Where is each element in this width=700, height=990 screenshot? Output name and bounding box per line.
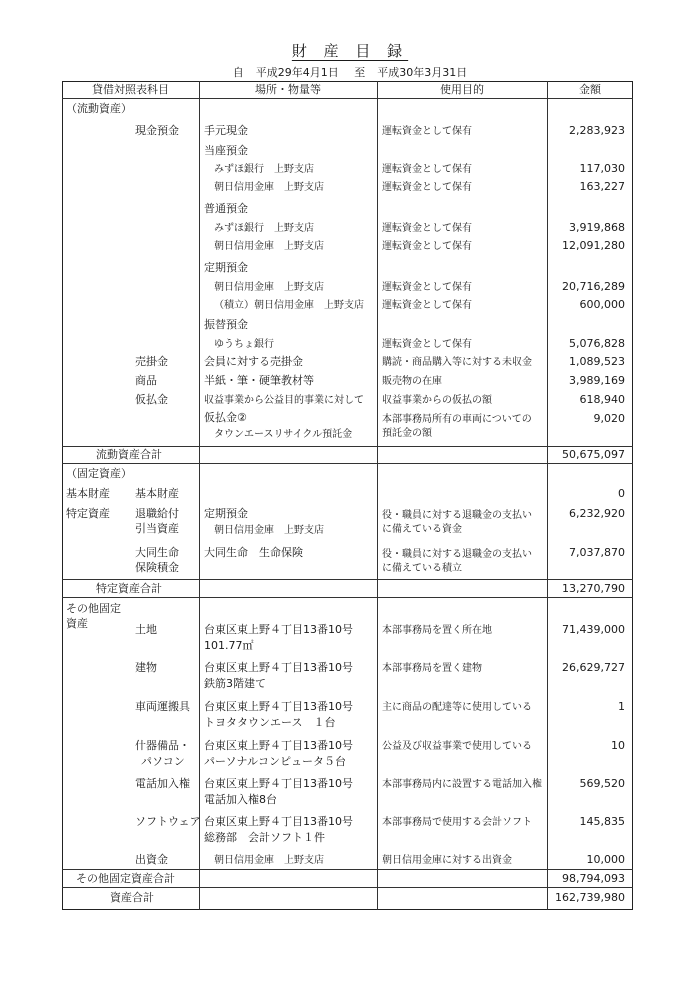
land-amount: 71,439,000 xyxy=(562,623,625,636)
col-divider-purpose xyxy=(377,81,378,910)
col-divider-location xyxy=(199,81,200,910)
cash-account: 現金預金 xyxy=(135,124,179,137)
receivable-account: 売掛金 xyxy=(135,355,168,368)
retire-use2: に備えている資金 xyxy=(382,524,462,535)
goods-account: 商品 xyxy=(135,374,157,387)
goods-loc: 半紙・筆・硬筆教材等 xyxy=(204,374,314,387)
receivable-use: 購読・商品購入等に対する未収金 xyxy=(382,357,532,368)
phone-account: 電話加入権 xyxy=(135,777,190,790)
fixtures-account1: 什器備品・ xyxy=(135,739,190,752)
receivable-loc: 会員に対する売掛金 xyxy=(204,355,303,368)
retire-sub1: 退職給付 xyxy=(135,507,179,520)
suspense2-use1: 本部事務局所有の車両についての xyxy=(382,414,532,425)
software-use: 本部事務局で使用する会計ソフト xyxy=(382,817,532,828)
fixed-deposit-label: 定期預金 xyxy=(204,261,248,274)
fixed1-loc: 朝日信用金庫 上野支店 xyxy=(214,282,324,293)
software-loc1: 台東区東上野４丁目13番10号 xyxy=(204,815,353,828)
other-total-amount: 98,794,093 xyxy=(562,872,625,885)
checking1-loc: みずほ銀行 上野支店 xyxy=(214,164,314,175)
checking2-amount: 163,227 xyxy=(579,180,625,193)
land-use: 本部事務局を置く所在地 xyxy=(382,625,492,636)
phone-loc1: 台東区東上野４丁目13番10号 xyxy=(204,777,353,790)
fixed-section-label: （固定資産） xyxy=(66,467,132,480)
investment-amount: 10,000 xyxy=(586,853,625,866)
ordinary2-use: 運転資金として保有 xyxy=(382,241,472,252)
current-total-top xyxy=(62,446,633,447)
header-location: 場所・物量等 xyxy=(255,83,321,96)
land-loc1: 台東区東上野４丁目13番10号 xyxy=(204,623,353,636)
phone-loc2: 電話加入権8台 xyxy=(204,793,277,806)
ordinary2-loc: 朝日信用金庫 上野支店 xyxy=(214,241,324,252)
suspense2-loc2: タウンエースリサイクル預託金 xyxy=(214,429,353,440)
period-to: 平成30年3月31日 xyxy=(377,66,468,79)
specific-account: 特定資産 xyxy=(66,507,110,520)
current-total-amount: 50,675,097 xyxy=(562,448,625,461)
suspense-loc: 収益事業から公益目的事業に対して xyxy=(204,395,364,406)
retire-use1: 役・職員に対する退職金の支払い xyxy=(382,510,532,521)
cash-on-hand-amount: 2,283,923 xyxy=(569,124,625,137)
period-to-label: 至 xyxy=(354,66,366,79)
ordinary-label: 普通預金 xyxy=(204,202,248,215)
header-divider xyxy=(62,98,633,99)
checking1-use: 運転資金として保有 xyxy=(382,164,472,175)
grand-total-label: 資産合計 xyxy=(110,891,154,904)
checking-label: 当座預金 xyxy=(204,144,248,157)
suspense2-use2: 預託金の額 xyxy=(382,428,432,439)
fixed1-amount: 20,716,289 xyxy=(562,280,625,293)
transfer-label: 振替預金 xyxy=(204,318,248,331)
investment-use: 朝日信用金庫に対する出資金 xyxy=(382,855,512,866)
suspense-account: 仮払金 xyxy=(135,393,168,406)
life-use2: に備えている積立 xyxy=(382,563,462,574)
specific-total-label: 特定資産合計 xyxy=(96,582,162,595)
ordinary1-amount: 3,919,868 xyxy=(569,221,625,234)
cash-on-hand-loc: 手元現金 xyxy=(204,124,248,137)
fixtures-loc2: パーソナルコンピュータ５台 xyxy=(204,755,347,768)
building-loc1: 台東区東上野４丁目13番10号 xyxy=(204,661,353,674)
suspense2-amount: 9,020 xyxy=(593,412,625,425)
software-loc2: 総務部 会計ソフト１件 xyxy=(204,831,325,844)
life-amount: 7,037,870 xyxy=(569,546,625,559)
fixtures-amount: 10 xyxy=(611,739,625,752)
grand-total-amount: 162,739,980 xyxy=(555,891,625,904)
other-total-bottom xyxy=(62,887,633,888)
checking1-amount: 117,030 xyxy=(579,162,625,175)
document-title: 財 産 目 録 xyxy=(291,42,409,60)
fixed2-amount: 600,000 xyxy=(579,298,625,311)
building-use: 本部事務局を置く建物 xyxy=(382,663,482,674)
life-use1: 役・職員に対する退職金の支払い xyxy=(382,549,532,560)
receivable-amount: 1,089,523 xyxy=(569,355,625,368)
goods-use: 販売物の在庫 xyxy=(382,376,442,387)
investment-loc: 朝日信用金庫 上野支店 xyxy=(214,855,324,866)
other-total-label: その他固定資産合計 xyxy=(76,872,175,885)
retire-loc2: 朝日信用金庫 上野支店 xyxy=(214,525,324,536)
vehicle-loc2: トヨタタウンエース １台 xyxy=(204,716,336,729)
retire-sub2: 引当資産 xyxy=(135,522,179,535)
specific-total-amount: 13,270,790 xyxy=(562,582,625,595)
period-line xyxy=(0,64,700,80)
specific-total-bottom xyxy=(62,597,633,598)
header-purpose: 使用目的 xyxy=(440,83,484,96)
land-loc2: 101.77㎡ xyxy=(204,639,254,652)
phone-amount: 569,520 xyxy=(579,777,625,790)
building-amount: 26,629,727 xyxy=(562,661,625,674)
goods-amount: 3,989,169 xyxy=(569,374,625,387)
current-total-label: 流動資産合計 xyxy=(96,448,162,461)
retire-amount: 6,232,920 xyxy=(569,507,625,520)
fixtures-loc1: 台東区東上野４丁目13番10号 xyxy=(204,739,353,752)
land-account: 土地 xyxy=(135,623,157,636)
retire-loc1: 定期預金 xyxy=(204,507,248,520)
basic-amount: 0 xyxy=(618,487,625,500)
current-total-bottom xyxy=(62,463,633,464)
transfer1-amount: 5,076,828 xyxy=(569,337,625,350)
suspense-amount: 618,940 xyxy=(579,393,625,406)
vehicle-use: 主に商品の配達等に使用している xyxy=(382,702,532,713)
transfer1-loc: ゆうちょ銀行 xyxy=(214,339,274,350)
suspense-use: 収益事業からの仮払の額 xyxy=(382,395,492,406)
current-section-label: （流動資産） xyxy=(66,102,132,115)
period-from: 平成29年4月1日 xyxy=(255,66,339,79)
ordinary1-loc: みずほ銀行 上野支店 xyxy=(214,223,314,234)
vehicle-account: 車両運搬具 xyxy=(135,700,190,713)
fixed1-use: 運転資金として保有 xyxy=(382,282,472,293)
fixtures-account2: パソコン xyxy=(141,755,185,768)
other-total-top xyxy=(62,869,633,870)
ordinary1-use: 運転資金として保有 xyxy=(382,223,472,234)
investment-account: 出資金 xyxy=(135,853,168,866)
checking2-use: 運転資金として保有 xyxy=(382,182,472,193)
header-account: 貸借対照表科目 xyxy=(92,83,169,96)
life-sub2: 保険積金 xyxy=(135,561,179,574)
suspense2-loc1: 仮払金② xyxy=(204,411,247,424)
period-from-label: 自 xyxy=(232,66,244,79)
cash-on-hand-use: 運転資金として保有 xyxy=(382,126,472,137)
vehicle-loc1: 台東区東上野４丁目13番10号 xyxy=(204,700,353,713)
other-section-label2: 資産 xyxy=(66,617,88,630)
software-amount: 145,835 xyxy=(579,815,625,828)
transfer1-use: 運転資金として保有 xyxy=(382,339,472,350)
other-section-label1: その他固定 xyxy=(66,602,121,615)
fixtures-use: 公益及び収益事業で使用している xyxy=(382,741,532,752)
life-loc: 大同生命 生命保険 xyxy=(204,546,303,559)
basic-sub: 基本財産 xyxy=(135,487,179,500)
phone-use: 本部事務局内に設置する電話加入権 xyxy=(382,779,542,790)
checking2-loc: 朝日信用金庫 上野支店 xyxy=(214,182,324,193)
life-sub1: 大同生命 xyxy=(135,546,179,559)
software-account: ソフトウェア xyxy=(135,815,201,828)
vehicle-amount: 1 xyxy=(618,700,625,713)
building-account: 建物 xyxy=(135,661,157,674)
fixed2-loc: （積立）朝日信用金庫 上野支店 xyxy=(214,300,364,311)
fixed2-use: 運転資金として保有 xyxy=(382,300,472,311)
specific-total-top xyxy=(62,579,633,580)
building-loc2: 鉄筋3階建て xyxy=(204,677,266,690)
header-amount: 金額 xyxy=(579,83,601,96)
ordinary2-amount: 12,091,280 xyxy=(562,239,625,252)
basic-account: 基本財産 xyxy=(66,487,110,500)
